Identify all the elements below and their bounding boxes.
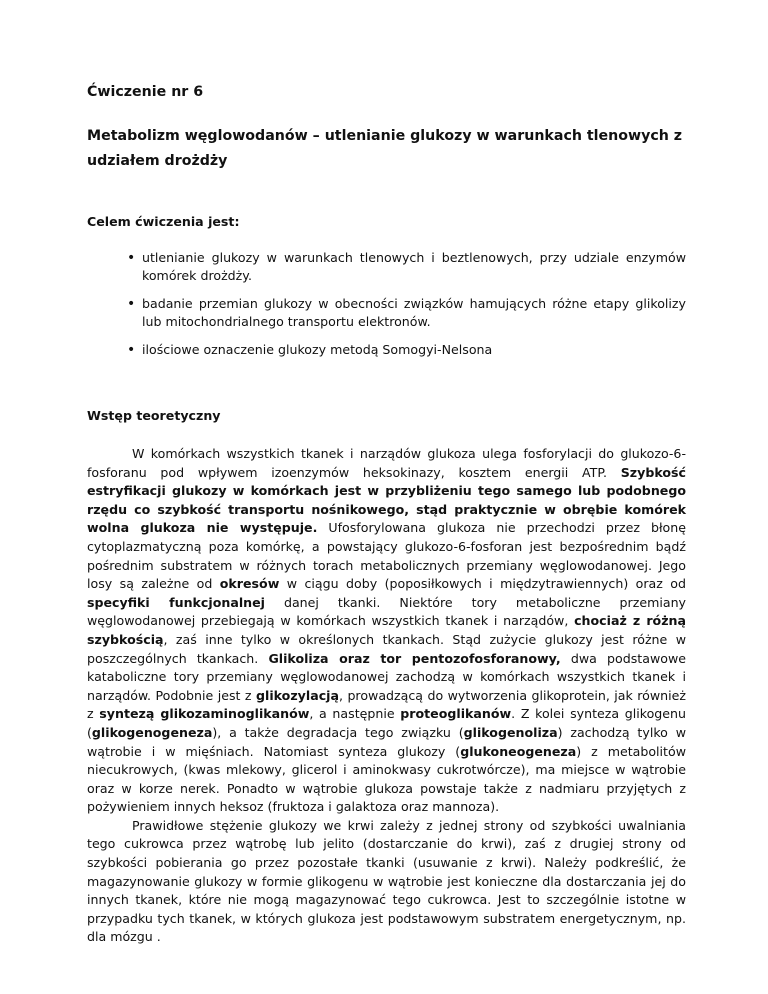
bold-run: glikogenoliza [463,724,558,740]
intro-heading: Wstęp teoretyczny [87,408,221,423]
text-run: ) z metabolitów niecukrowych, (kwas mlekowy, glicerol i aminokwasy cukrotwórcze), ma miejsce w wątrobie oraz w korze nerek. Ponadto w wątrobie glukoza powstaje także z nadmiaru przyjętych z pożywieniem innych heksoz (fruktoza i galaktoza oraz mannoza). [87,743,686,815]
bold-run: chociaż z różną szybkością [87,613,686,647]
bullet-icon: • [127,250,136,266]
goal-text: utlenianie glukozy w warunkach tlenowych i beztlenowych, przy udziale enzymów komórek drożdży. [142,250,686,283]
text-run: , a następnie [309,706,401,722]
goals-list [87,249,686,359]
bold-run: glikozylacją [256,687,339,703]
text-run: ), a także degradacja tego związku ( [212,724,464,740]
goal-text: ilościowe oznaczenie glukozy metodą Somogyi-Nelsona [142,342,493,357]
bold-run: syntezą glikozaminoglikanów [99,706,310,722]
goal-text: badanie przemian glukozy w obecności związków hamujących różne etapy glikolizy lub mitochondrialnego transportu elektronów. [142,296,686,329]
bullet-icon: • [127,296,136,312]
text-run: W komórkach wszystkich tkanek i narządów glukoza ulega fosforylacji do glukozo-6-fosforanu pod wpływem izoenzymów heksokinazy, kosztem energii ATP. [87,446,686,480]
text-run: ) zachodzą tylko w wątrobie i w mięśniach. Natomiast synteza glukozy ( [87,724,686,759]
paragraph-1 [87,445,686,817]
bullet-icon: • [127,342,136,358]
exercise-title: Ćwiczenie nr 6 [87,84,204,100]
text-run: w ciągu doby (poposiłkowych i międzytrawiennych) oraz od [279,576,686,592]
intro-body [87,445,686,947]
bold-run: specyfiki funkcjonalnej [87,594,265,610]
text-run: , zaś inne tylko w określonych tkankach. Stąd zużycie glukozy jest różne w poszczególnych tkankach. [87,631,686,666]
text-run: , prowadzącą do wytworzenia glikoprotein, jak również z [87,687,686,722]
text-run: danej tkanki. Niektóre tory metaboliczne przemiany węglowodanowej przebiegają w komórkach wszystkich tkanek i narządów, [87,594,687,629]
paragraph-2: Prawidłowe stężenie glukozy we krwi zależy z jednej strony od szybkości uwalniania tego cukrowca przez wątrobę lub jelito (dostarczanie do krwi), zaś z drugiej strony od szybkości pobierania go przez pozostałe tkanki (usuwanie z krwi). Należy podkreślić, że magazynowanie glukozy w formie glikogenu w wątrobie jest konieczne dla dostarczania jej do innych tkanek, które nie mogą magazynować tego cukrowca. Jest to szczególnie istotne w przypadku tych tkanek, w których glukoza jest podstawowym substratem energetycznym, np. dla mózgu . [87,817,686,945]
goals-heading: Celem ćwiczenia jest: [87,214,240,229]
goal-item [87,341,686,359]
bold-run: proteoglikanów [400,706,512,722]
main-title: Metabolizm węglowodanów – utlenianie glukozy w warunkach tlenowych z udziałem drożdży [87,128,683,169]
bold-run: glukoneogeneza [460,743,577,759]
bold-run: Szybkość estryfikacji glukozy w komórkach jest w przybliżeniu tego samego lub podobnego rzędu co szybkość transportu nośnikowego, stąd praktycznie w obrębie komórek wolna glukoza nie występuje. [87,464,686,536]
text-run: . Z kolei synteza glikogenu ( [87,706,686,740]
goal-item [87,295,686,331]
bold-run: glikogenogeneza [91,724,213,740]
text-run: dwa podstawowe kataboliczne tory przemiany węglowodanowej zachodzą w komórkach wszystkich tkanek i narządów. Podobnie jest z [87,650,686,703]
text-run: Ufosforylowana glukoza nie przechodzi przez błonę cytoplazmatyczną poza komórkę, a powstający glukozo-6-fosforan jest bezpośrednim bądź pośrednim substratem w różnych torach metabolicznych przemiany węglowodanowej. Jego losy są zależne od [87,520,686,592]
goal-item [87,249,686,285]
bold-run: Glikoliza oraz tor pentozofosforanowy, [268,650,561,666]
bold-run: okresów [219,576,280,592]
